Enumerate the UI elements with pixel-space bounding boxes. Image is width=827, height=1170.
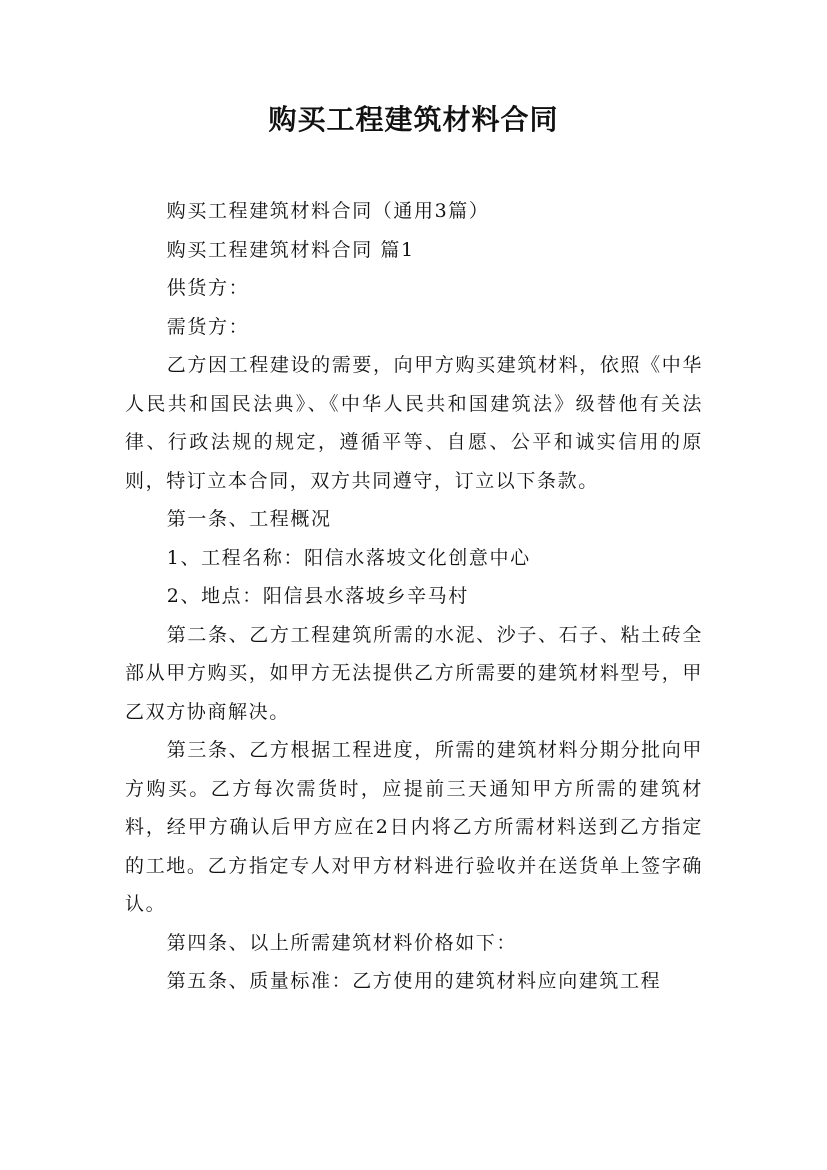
- paragraph-preamble: 乙方因工程建设的需要，向甲方购买建筑材料，依照《中华人民共和国民法典》、《中华人民共和国建筑法》级替他有关法律、行政法规的规定，遵循平等、自愿、公平和诚实信用的原则，特订立本合同，双方共同遵守，订立以下条款。: [125, 354, 703, 492]
- document-body: [125, 192, 703, 1001]
- paragraph-article-4: 第四条、以上所需建筑材料价格如下：: [166, 931, 517, 954]
- paragraph-supplier: 供货方：: [166, 277, 250, 299]
- paragraph-project-name: 1、工程名称：阳信水落坡文化创意中心: [166, 546, 531, 569]
- document-title: 购买工程建筑材料合同: [268, 103, 559, 136]
- paragraph-project-location: 2、地点：阳信县水落坡乡辛马村: [166, 585, 469, 607]
- paragraph-article-3: 第三条、乙方根据工程进度，所需的建筑材料分期分批向甲方购买。乙方每次需货时，应提前三天通知甲方所需的建筑材料，经甲方确认后甲方应在2日内将乙方所需材料送到乙方指定的工地。乙方指定专人对甲方材料进行验收并在送货单上签字确认。: [125, 739, 703, 915]
- paragraph-section-heading: 购买工程建筑材料合同 篇1: [166, 238, 415, 261]
- paragraph-article-1: 第一条、工程概况: [166, 508, 332, 530]
- paragraph-subtitle: 购买工程建筑材料合同（通用3篇）: [166, 200, 490, 222]
- paragraph-article-2: 第二条、乙方工程建筑所需的水泥、沙子、石子、粘土砖全部从甲方购买，如甲方无法提供乙方所需要的建筑材料型号，甲乙双方协商解决。: [125, 623, 703, 723]
- paragraph-article-5: 第五条、质量标准：乙方使用的建筑材料应向建筑工程: [166, 970, 662, 992]
- paragraph-buyer: 需货方：: [166, 315, 250, 338]
